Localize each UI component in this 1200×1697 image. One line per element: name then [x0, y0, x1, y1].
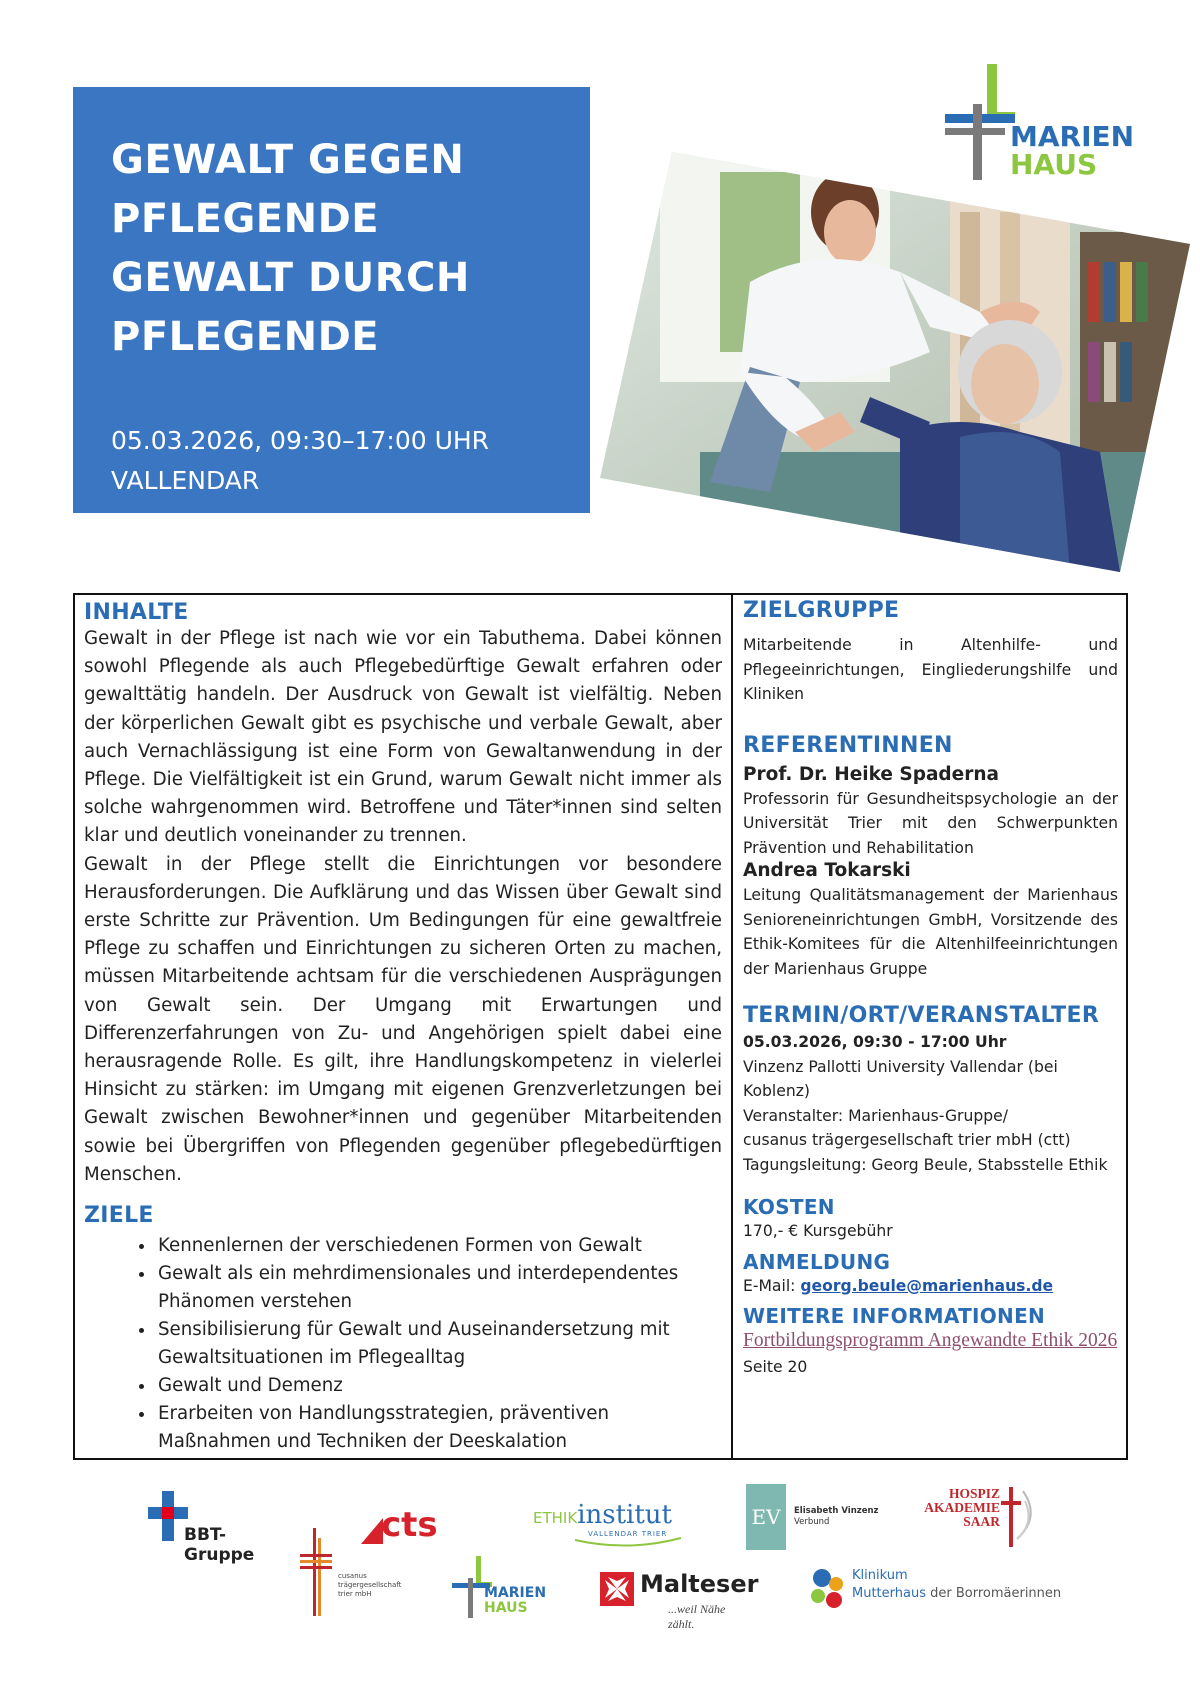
cts-text: cts: [381, 1505, 438, 1545]
borromaeerinnen-text: der Borromäerinnen: [925, 1586, 1062, 1601]
title-line-1: GEWALT GEGEN: [111, 137, 465, 183]
hero-photo: [600, 148, 1190, 572]
program-link[interactable]: Fortbildungsprogramm Angewandte Ethik 2026: [743, 1330, 1118, 1351]
ethik-subtext: VALLENDAR TRIER: [588, 1530, 668, 1538]
kosten-heading: KOSTEN: [743, 1195, 835, 1219]
malteser-tagline: ...weil Nähe zählt.: [668, 1602, 726, 1631]
malteser-logo: [600, 1570, 759, 1631]
cusanus-line-3: trier mbH: [338, 1590, 372, 1598]
cusanus-logo: [300, 1528, 410, 1616]
termin-organizer-1: Veranstalter: Marienhaus-Gruppe/: [743, 1106, 1008, 1125]
title-line-3: GEWALT DURCH: [111, 255, 470, 301]
column-divider: [731, 593, 733, 1460]
inhalte-paragraph-2: Gewalt in der Pflege stellt die Einrichtungen vor besondere Herausforderungen. Die Aufklärung und das Wissen über Gewalt sind erste Schritte zur Prävention. Um Bedingungen für eine gewaltfreie Pflege zu schaffen und Einrichtungen zu sicheren Orten zu machen, müssen Mitarbeitende achtsam für die verschiedenen Ausprägungen von Gewalt sein. Der Umgang mit Erwartungen und Differenzerfahrungen von Zu- und Angehörigen spielt dabei eine herausragende Rolle. Es gilt, ihre Handlungskompetenz in vielerlei Hinsicht zu stärken: im Umgang mit eigenen Grenzverletzungen bei Gewalt zwischen Bewohner*innen und gegenüber Mitarbeitenden sowie bei Übergriffen von Pflegenden gegenüber pflegebedürftigen Menschen.: [84, 853, 722, 1185]
anmeldung-heading: ANMELDUNG: [743, 1249, 891, 1274]
hospiz-shell-icon: [1001, 1487, 1045, 1549]
list-item: • Erarbeiten von Handlungsstrategien, präventiven Maßnahmen und Techniken der Deeskalation: [156, 1400, 722, 1456]
klinikum-text: Klinikum: [852, 1568, 908, 1583]
title-line-2: PFLEGENDE: [111, 196, 380, 242]
hospiz-line-1: HOSPIZ: [948, 1486, 1000, 1501]
ethik-swoosh-icon: [573, 1536, 683, 1550]
ziele-list: [84, 1232, 722, 1456]
cusanus-text: [338, 1572, 401, 1599]
cusanus-cross-icon: [300, 1528, 332, 1616]
termin-date: 05.03.2026, 09:30 - 17:00 Uhr: [743, 1033, 1007, 1051]
marienhaus-footer-line-1: MARIEN: [484, 1585, 547, 1601]
mutterhaus-line: [852, 1586, 1061, 1601]
institut-text: institut: [577, 1500, 672, 1530]
bbt-cross-icon: [148, 1491, 188, 1541]
ev-mark: EV: [746, 1484, 786, 1550]
zielgruppe-heading: ZIELGRUPPE: [743, 598, 900, 623]
photo-caregiver-elderly-woman: [600, 148, 1190, 572]
termin-heading: TERMIN/ORT/VERANSTALTER: [743, 1003, 1100, 1028]
klinikum-mutterhaus-logo: [808, 1566, 1062, 1614]
referentinnen-heading: REFERENTINNEN: [743, 732, 953, 758]
weitere-line: [743, 1328, 1118, 1381]
logo-text-marien: MARIEN: [1010, 120, 1135, 153]
left-column: [84, 600, 722, 1456]
anmeldung-line: [743, 1274, 1118, 1299]
title-block: [73, 87, 590, 513]
bbt-text: BBT-Gruppe: [184, 1525, 255, 1565]
zielgruppe-text: Mitarbeitende in Altenhilfe- und Pflegeeinrichtungen, Eingliederungshilfe und Kliniken: [743, 636, 1118, 703]
hospiz-line-2: AKADEMIE: [924, 1500, 1000, 1515]
hospiz-text: [915, 1487, 1000, 1529]
marienhaus-footer-logo: [452, 1556, 552, 1618]
marienhaus-footer-text: [484, 1586, 546, 1616]
event-date-time: 05.03.2026, 09:30–17:00 UHR: [111, 426, 490, 455]
event-location: VALLENDAR: [111, 466, 260, 495]
termin-lead: Tagungsleitung: Georg Beule, Stabsstelle Ethik: [743, 1155, 1108, 1174]
marienhaus-footer-line-2: HAUS: [484, 1600, 528, 1616]
kosten-text: 170,- € Kursgebühr: [743, 1222, 893, 1240]
ethik-institut-logo: [533, 1500, 693, 1550]
program-page-suffix: Seite 20: [743, 1358, 808, 1376]
inhalte-heading: INHALTE: [84, 600, 189, 625]
hospiz-line-3: SAAR: [963, 1514, 1000, 1529]
inhalte-paragraph-1: Gewalt in der Pflege ist nach wie vor ein Tabuthema. Dabei können sowohl Pflegende als auch Pflegebedürftige Gewalt erfahren oder gewalttätig handeln. Der Ausdruck von Gewalt ist vielfältig. Neben der körperlichen Gewalt gibt es psychische und verbale Gewalt, aber auch Vernachlässigung ist eine Form von Gewaltanwendung in der Pflege. Die Vielfältigkeit ist ein Grund, warum Gewalt nicht immer als solche wahrgenommen wird. Betroffene und Täter*innen sind selten klar und deutlich voneinander zu trennen.: [84, 628, 722, 847]
ziele-heading: ZIELE: [84, 1203, 154, 1229]
hospiz-akademie-saar-logo: [915, 1487, 1045, 1551]
weitere-heading: WEITERE INFORMATIONEN: [743, 1304, 1046, 1328]
list-item: • Gewalt und Demenz: [156, 1372, 722, 1400]
termin-organizer-2: cusanus trägergesellschaft trier mbH (ctt): [743, 1131, 1071, 1149]
ev-text: Elisabeth Vinzenz: [794, 1506, 879, 1516]
cusanus-line-2: trägergesellschaft: [338, 1581, 402, 1589]
elisabeth-vinzenz-logo: [746, 1484, 879, 1550]
list-item: • Gewalt als ein mehrdimensionales und interdependentes Phänomen verstehen: [156, 1260, 722, 1316]
email-link[interactable]: georg.beule@marienhaus.de: [800, 1276, 1054, 1295]
right-column: [743, 598, 1118, 1381]
ev-subtext: Verbund: [794, 1517, 830, 1527]
klinikum-figures-icon: [808, 1566, 848, 1610]
speaker-description: Leitung Qualitätsmanagement der Marienhaus Senioreneinrichtungen GmbH, Vorsitzende des Ethik-Komitees für die Altenhilfeeinrichtungen der Marienhaus Gruppe: [743, 886, 1118, 978]
email-label: E-Mail:: [743, 1276, 801, 1295]
ethik-text: ETHIK: [533, 1509, 578, 1527]
termin-place: Vinzenz Pallotti University Vallendar (bei Koblenz): [743, 1057, 1058, 1100]
speaker-description: Professorin für Gesundheitspsychologie an der Universität Trier mit den Schwerpunkten Prävention und Rehabilitation: [743, 789, 1118, 857]
speaker-name: Prof. Dr. Heike Spaderna: [743, 763, 999, 785]
list-item: • Sensibilisierung für Gewalt und Auseinandersetzung mit Gewaltsituationen im Pflegealltag: [156, 1316, 722, 1372]
logo-text-haus: HAUS: [1010, 148, 1098, 181]
title-line-4: PFLEGENDE: [111, 314, 380, 360]
malteser-text: Malteser: [640, 1570, 759, 1598]
malteser-cross-icon: [600, 1572, 634, 1606]
speaker-name: Andrea Tokarski: [743, 860, 911, 881]
cusanus-line-1: cusanus: [338, 1572, 367, 1580]
bbt-gruppe-logo: [148, 1491, 293, 1565]
list-item: • Kennenlernen der verschiedenen Formen von Gewalt: [156, 1232, 722, 1260]
mutterhaus-text: Mutterhaus: [852, 1586, 926, 1601]
